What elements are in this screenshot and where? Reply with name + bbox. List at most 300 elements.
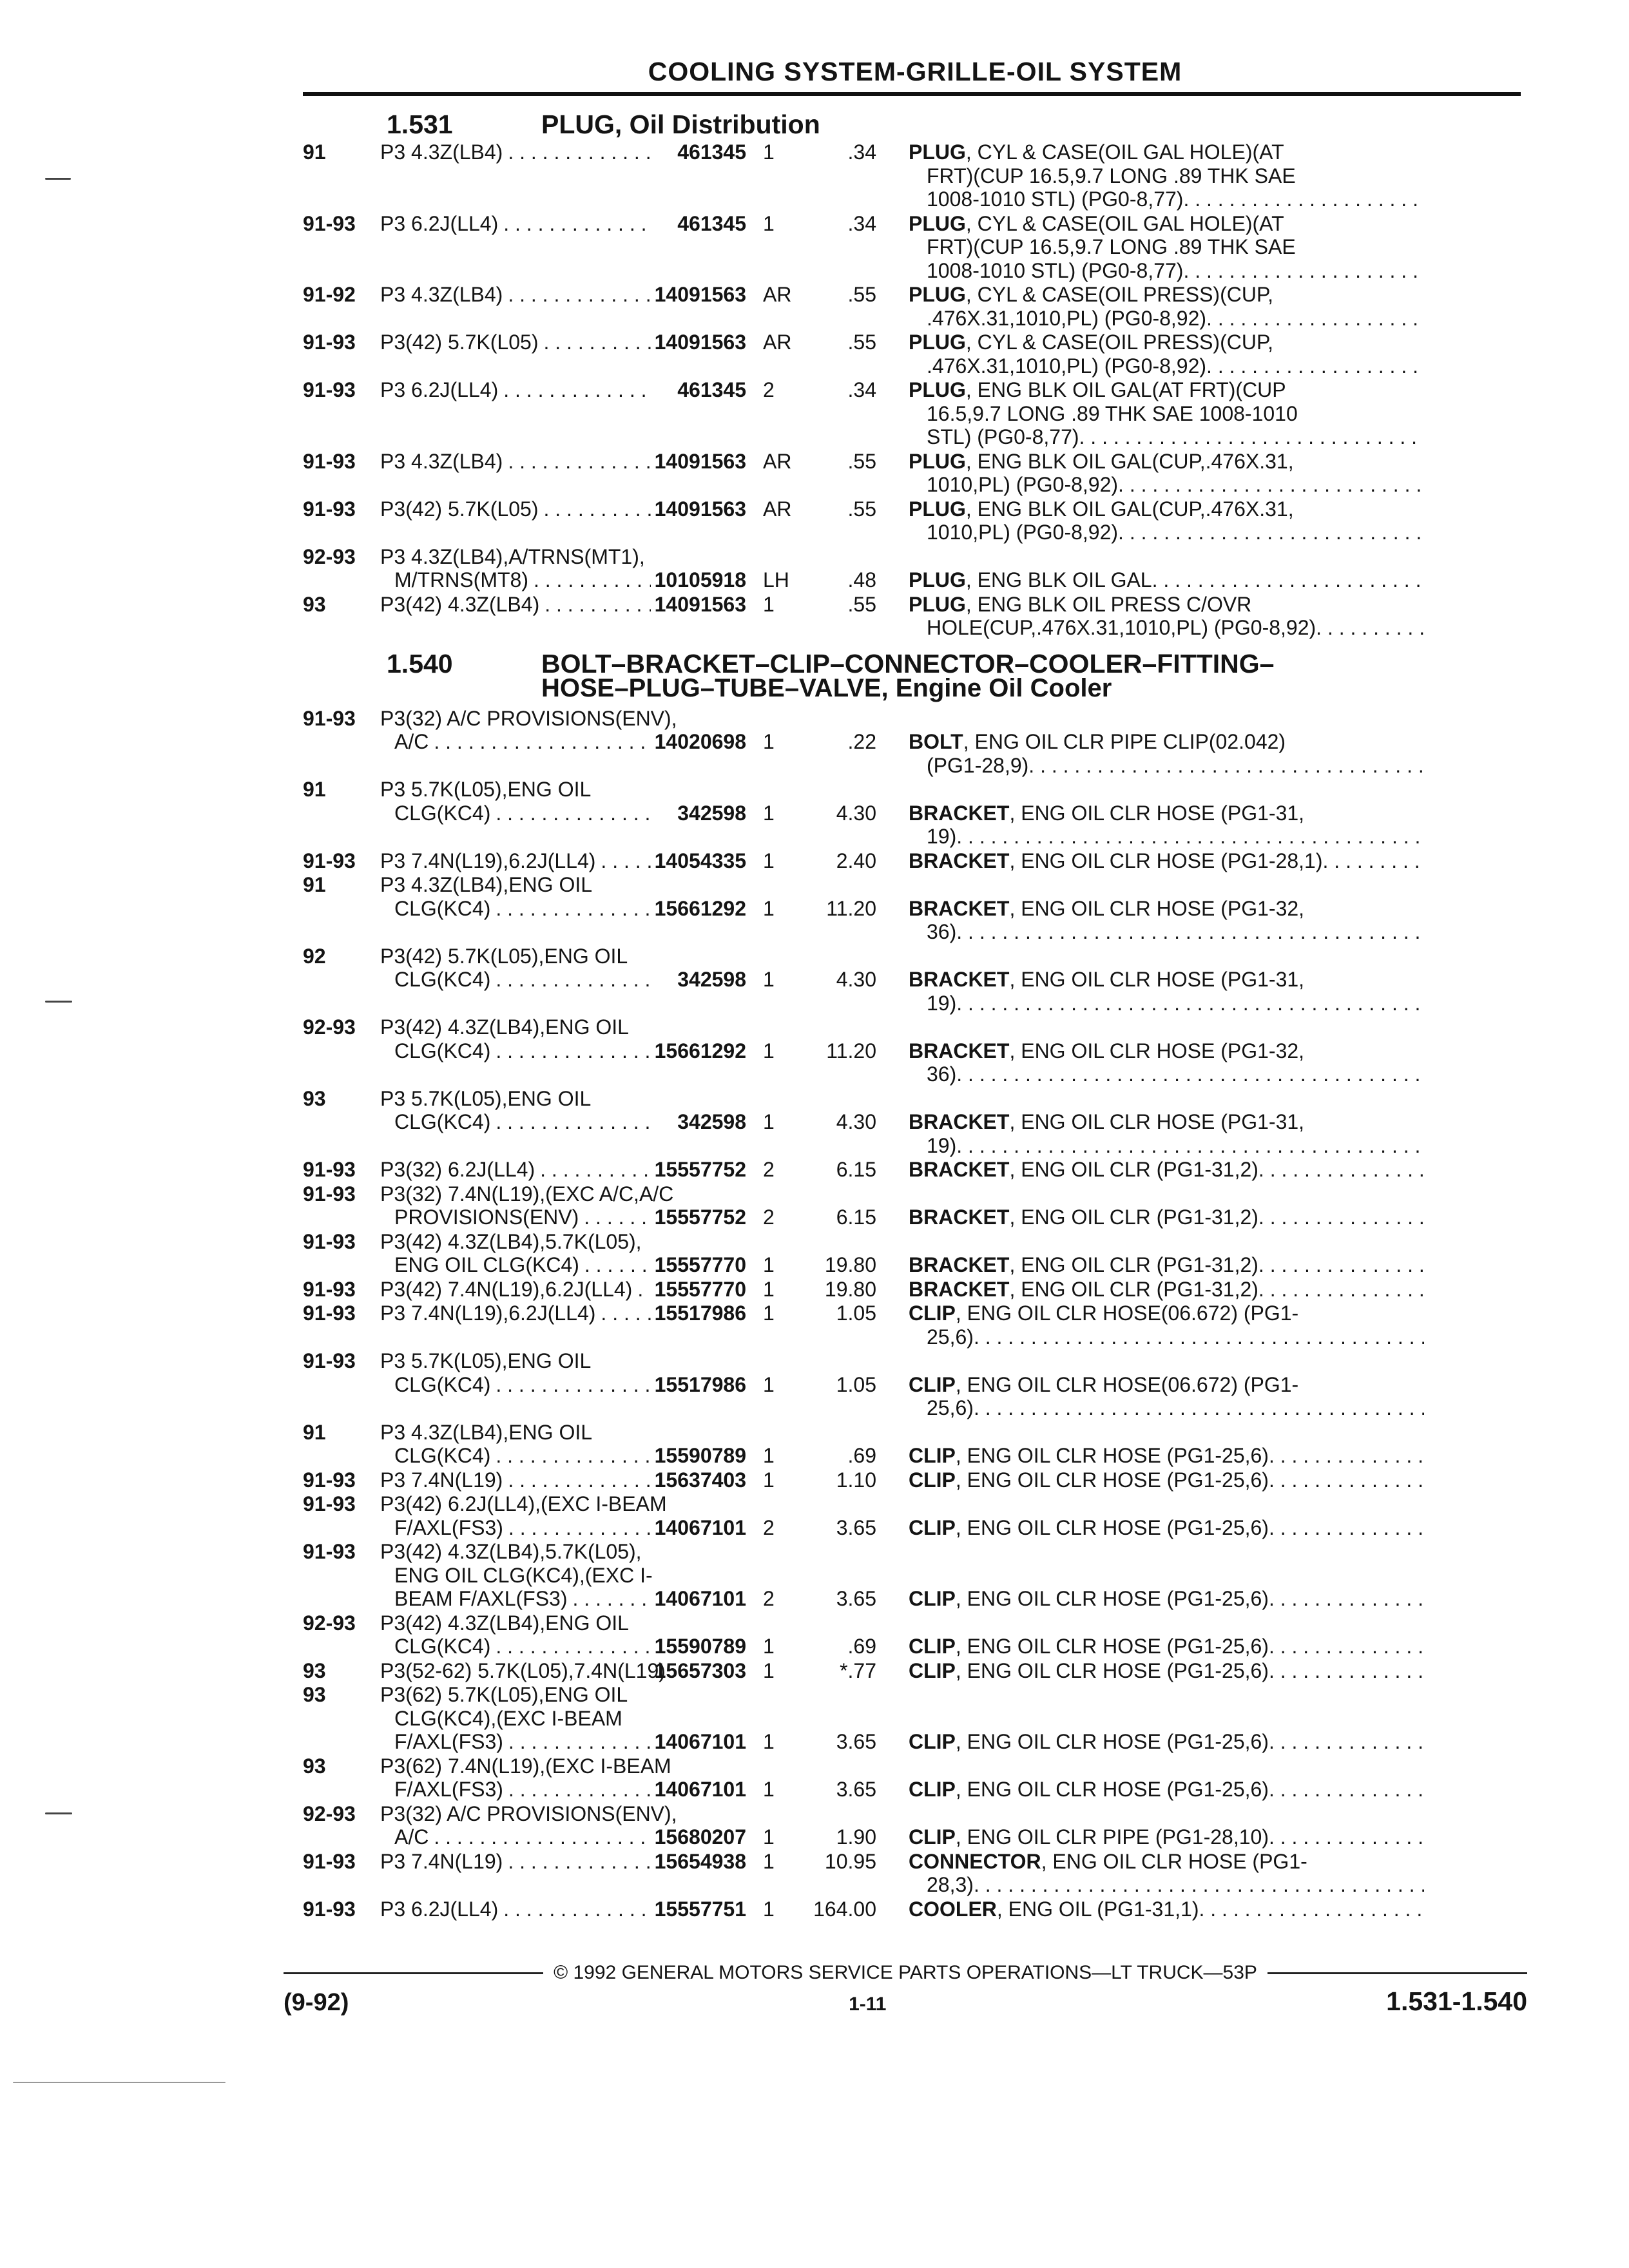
title-rule <box>303 92 1521 96</box>
description-text: CLIP, ENG OIL CLR HOSE (PG1-25,6) <box>909 1587 1269 1610</box>
parts-entry <box>303 1302 1527 1349</box>
description-text: 25,6) <box>927 1325 974 1349</box>
model-line: P3(62) 5.7K(L05),ENG OIL <box>380 1683 628 1706</box>
description-line <box>909 1825 1424 1849</box>
description-text: 19) <box>927 991 957 1015</box>
model-year: 92-93 <box>303 1015 356 1039</box>
model-line <box>380 1253 651 1277</box>
price: 4.30 <box>836 1110 876 1133</box>
description-text: CLIP, ENG OIL CLR HOSE (PG1-25,6) <box>909 1635 1269 1658</box>
model-line <box>380 1302 651 1325</box>
description-text: PLUG, ENG BLK OIL GAL(CUP,.476X.31, <box>909 449 1294 473</box>
part-number: 461345 <box>677 140 746 164</box>
parts-entry <box>303 1182 1527 1229</box>
model-text: ENG OIL CLG(KC4) <box>394 1253 579 1276</box>
price: *.77 <box>840 1658 876 1682</box>
part-number: 15557770 <box>654 1277 746 1301</box>
quantity: AR <box>763 283 792 306</box>
description-line <box>909 187 1424 211</box>
model-line: P3(42) 4.3Z(LB4),5.7K(L05), <box>380 1540 642 1563</box>
description-text: STL) (PG0-8,77) <box>927 425 1079 448</box>
footer-copyright: © 1992 GENERAL MOTORS SERVICE PARTS OPERATIONS—LT TRUCK—53P <box>554 1962 1257 1983</box>
part-description <box>909 945 1424 1015</box>
part-description <box>909 1611 1424 1658</box>
price: 11.20 <box>826 896 876 920</box>
part-keyword: PLUG <box>909 331 966 354</box>
model-line <box>380 283 651 307</box>
quantity: 1 <box>763 1110 775 1133</box>
part-number: 15557770 <box>654 1253 746 1276</box>
model-year: 93 <box>303 1683 326 1706</box>
model-text: F/AXL(FS3) <box>394 1778 503 1801</box>
parts-entry <box>303 1015 1527 1086</box>
description-line <box>909 568 1424 592</box>
part-keyword: BRACKET <box>909 801 1010 825</box>
description-line <box>909 1516 1424 1540</box>
leader-dots <box>503 1516 651 1540</box>
part-description <box>909 1302 1424 1349</box>
leader-dots <box>490 1635 651 1658</box>
part-description <box>909 1349 1424 1420</box>
description-text: 1010,PL) (PG0-8,92) <box>927 521 1119 544</box>
section-number: 1.540 <box>387 648 453 678</box>
footer-rule-right <box>1268 1972 1527 1974</box>
part-number: 14067101 <box>654 1730 746 1753</box>
description-line <box>909 497 1424 521</box>
parts-entry <box>303 1468 1527 1492</box>
description-text: 36) <box>927 1062 957 1086</box>
model-line <box>380 1516 651 1540</box>
description-text: BRACKET, ENG OIL CLR (PG1-31,2) <box>909 1253 1258 1276</box>
model-application <box>380 283 651 330</box>
price: .55 <box>847 331 876 354</box>
model-line <box>380 1039 651 1063</box>
model-year: 91 <box>303 140 326 164</box>
model-text: CLG(KC4) <box>394 1635 491 1658</box>
description-text: (PG1-28,9) <box>927 753 1029 777</box>
part-number: 14091563 <box>654 449 746 473</box>
leader-dots <box>1118 521 1424 544</box>
quantity: 1 <box>763 849 775 872</box>
model-application <box>380 450 651 497</box>
leader-dots <box>974 1873 1424 1897</box>
leader-dots <box>490 1373 651 1397</box>
model-line <box>380 1444 651 1468</box>
model-year: 91-93 <box>303 1468 356 1492</box>
model-year: 91-93 <box>303 706 356 730</box>
parts-entry <box>303 212 1527 283</box>
quantity: 1 <box>763 1635 775 1658</box>
part-description <box>909 331 1424 378</box>
model-application <box>380 1683 651 1754</box>
model-application <box>380 1158 651 1182</box>
part-description <box>909 778 1424 849</box>
parts-entry <box>303 497 1527 544</box>
model-application <box>380 1802 677 1849</box>
description-line <box>909 897 1424 921</box>
part-number: 15590789 <box>654 1444 746 1467</box>
model-text: P3 4.3Z(LB4) <box>380 449 503 473</box>
part-number: 15657303 <box>654 1658 746 1682</box>
description-text: CONNECTOR, ENG OIL CLR HOSE (PG1- <box>909 1849 1307 1873</box>
price: .55 <box>847 592 876 616</box>
leader-dots <box>538 331 651 354</box>
description-line <box>909 402 1424 426</box>
leader-dots <box>1269 1730 1424 1754</box>
part-number: 14091563 <box>654 283 746 306</box>
part-description <box>909 378 1424 449</box>
part-description <box>909 849 1424 873</box>
model-line <box>380 1778 651 1802</box>
part-description <box>909 1278 1424 1302</box>
leader-dots <box>956 1062 1424 1086</box>
quantity: 1 <box>763 1658 775 1682</box>
parts-entry <box>303 1421 1527 1468</box>
leader-dots <box>498 378 651 402</box>
model-line: P3(42) 6.2J(LL4),(EXC I-BEAM <box>380 1492 667 1515</box>
parts-entry <box>303 1683 1527 1754</box>
description-text: BRACKET, ENG OIL CLR (PG1-31,2) <box>909 1206 1258 1229</box>
model-year: 92-93 <box>303 544 356 568</box>
leader-dots <box>1269 1778 1424 1802</box>
leader-dots <box>1206 307 1424 331</box>
price: 164.00 <box>813 1897 876 1921</box>
description-line <box>909 1587 1424 1611</box>
model-line <box>380 1206 651 1229</box>
description-line <box>909 730 1424 754</box>
leader-dots <box>490 1110 651 1134</box>
leader-dots <box>503 283 651 307</box>
section-title-line: PLUG, Oil Distribution <box>541 110 820 139</box>
description-text: CLIP, ENG OIL CLR HOSE (PG1-25,6) <box>909 1778 1269 1801</box>
description-line <box>909 1278 1424 1302</box>
part-keyword: CLIP <box>909 1778 956 1801</box>
leader-dots <box>1323 849 1425 873</box>
description-text: CLIP, ENG OIL CLR HOSE (PG1-25,6) <box>909 1468 1269 1492</box>
quantity: 1 <box>763 1277 775 1301</box>
leader-dots <box>1079 425 1424 449</box>
part-number: 14067101 <box>654 1587 746 1610</box>
description-text: PLUG, CYL & CASE(OIL PRESS)(CUP, <box>909 331 1274 354</box>
price: 4.30 <box>836 801 876 825</box>
model-year: 93 <box>303 1754 326 1778</box>
section-header <box>303 112 1527 137</box>
quantity: 1 <box>763 1778 775 1801</box>
model-text: P3 4.3Z(LB4) <box>380 283 503 306</box>
quantity: 1 <box>763 140 775 164</box>
part-keyword: BRACKET <box>909 1158 1010 1181</box>
part-description <box>909 593 1424 640</box>
part-number: 15590789 <box>654 1635 746 1658</box>
price: 1.90 <box>836 1825 876 1849</box>
price: .34 <box>847 378 876 401</box>
model-year: 91-93 <box>303 497 356 521</box>
model-year: 91-93 <box>303 1849 356 1873</box>
model-application <box>380 1349 651 1420</box>
model-application <box>380 945 651 1015</box>
description-line <box>909 1373 1424 1397</box>
scan-mark <box>45 1001 72 1003</box>
model-application <box>380 140 651 211</box>
model-line <box>380 1658 666 1683</box>
description-text: FRT)(CUP 16.5,9.7 LONG .89 THK SAE <box>927 235 1296 258</box>
description-text: 1008-1010 STL) (PG0-8,77) <box>927 187 1184 211</box>
leader-dots <box>974 1396 1424 1420</box>
part-keyword: PLUG <box>909 497 966 521</box>
description-line <box>909 920 1424 944</box>
description-text: CLIP, ENG OIL CLR HOSE (PG1-25,6) <box>909 1658 1269 1682</box>
description-text: PLUG, CYL & CASE(OIL PRESS)(CUP, <box>909 283 1274 306</box>
part-description <box>909 1683 1424 1754</box>
model-text: P3 6.2J(LL4) <box>380 211 499 235</box>
price: 1.05 <box>836 1372 876 1396</box>
price: 1.05 <box>836 1302 876 1325</box>
parts-entry <box>303 1540 1527 1611</box>
model-line <box>380 1587 651 1611</box>
leader-dots <box>503 1730 651 1754</box>
leader-dots <box>1183 187 1424 211</box>
model-line <box>380 1635 651 1658</box>
parts-entry <box>303 1492 1527 1539</box>
part-description <box>909 497 1424 544</box>
part-keyword: CLIP <box>909 1372 956 1396</box>
parts-entry <box>303 1754 1527 1802</box>
part-number: 14091563 <box>654 592 746 616</box>
parts-entry <box>303 545 1527 592</box>
model-application <box>380 1302 651 1349</box>
price: 6.15 <box>836 1206 876 1229</box>
model-line <box>380 1158 651 1182</box>
description-text: PLUG, CYL & CASE(OIL GAL HOLE)(AT <box>909 211 1284 235</box>
model-line <box>380 1373 651 1397</box>
leader-dots <box>956 920 1424 944</box>
model-year: 91-93 <box>303 1349 356 1372</box>
description-line <box>909 1110 1424 1134</box>
part-keyword: CLIP <box>909 1635 956 1658</box>
leader-dots <box>490 968 651 992</box>
model-text: P3 7.4N(L19) <box>380 1468 503 1492</box>
part-number: 15557752 <box>654 1158 746 1181</box>
description-text: BRACKET, ENG OIL CLR HOSE (PG1-31, <box>909 801 1305 825</box>
description-text: 36) <box>927 920 957 943</box>
model-text: P3 6.2J(LL4) <box>380 1897 499 1921</box>
leader-dots <box>956 992 1424 1015</box>
model-year: 92-93 <box>303 1802 356 1825</box>
page-title: COOLING SYSTEM-GRILLE-OIL SYSTEM <box>648 57 1182 86</box>
price: 10.95 <box>824 1849 876 1873</box>
description-text: PLUG, ENG BLK OIL GAL <box>909 568 1152 591</box>
parts-entry <box>303 778 1527 849</box>
price: .22 <box>847 730 876 753</box>
description-text: CLIP, ENG OIL CLR HOSE (PG1-25,6) <box>909 1730 1269 1753</box>
quantity: LH <box>763 568 789 591</box>
leader-dots <box>974 1325 1424 1349</box>
part-number: 14091563 <box>654 331 746 354</box>
description-line <box>909 425 1424 449</box>
quantity: 1 <box>763 1372 775 1396</box>
part-number: 10105918 <box>654 568 746 591</box>
leader-dots <box>1206 354 1424 378</box>
part-description <box>909 1659 1424 1683</box>
price: 1.10 <box>836 1468 876 1492</box>
description-line <box>909 1635 1424 1658</box>
model-application <box>380 1015 651 1086</box>
part-keyword: CLIP <box>909 1658 956 1682</box>
part-number: 342598 <box>677 801 746 825</box>
parts-entry <box>303 1230 1527 1277</box>
model-line: P3(42) 4.3Z(LB4),ENG OIL <box>380 1611 629 1635</box>
model-line: P3 4.3Z(LB4),A/TRNS(MT1), <box>380 544 645 568</box>
model-line <box>380 140 651 164</box>
model-application <box>380 331 651 378</box>
model-text: BEAM F/AXL(FS3) <box>394 1587 568 1610</box>
description-line <box>909 593 1424 617</box>
quantity: 1 <box>763 1039 775 1062</box>
model-text: P3(42) 5.7K(L05) <box>380 497 539 521</box>
price: 3.65 <box>836 1515 876 1539</box>
leader-dots <box>1258 1158 1424 1182</box>
model-text: PROVISIONS(ENV) <box>394 1206 579 1229</box>
model-line <box>380 897 651 921</box>
quantity: 1 <box>763 1897 775 1921</box>
parts-entry <box>303 331 1527 378</box>
part-number: 14067101 <box>654 1515 746 1539</box>
model-text: CLG(KC4) <box>394 1444 491 1467</box>
model-application <box>380 212 651 283</box>
quantity: 2 <box>763 1515 775 1539</box>
part-keyword: PLUG <box>909 449 966 473</box>
description-text: 28,3) <box>927 1873 974 1896</box>
part-description <box>909 1754 1424 1802</box>
part-description <box>909 707 1424 778</box>
description-line <box>909 1158 1424 1182</box>
model-line: P3 4.3Z(LB4),ENG OIL <box>380 1420 593 1444</box>
quantity: 2 <box>763 1158 775 1181</box>
parts-entry <box>303 593 1527 640</box>
model-line <box>380 1110 651 1134</box>
leader-dots <box>1258 1278 1424 1302</box>
part-keyword: BRACKET <box>909 896 1010 920</box>
description-line <box>909 1468 1424 1492</box>
description-line <box>909 140 1424 164</box>
model-text: P3 7.4N(L19) <box>380 1849 503 1873</box>
model-text: P3 7.4N(L19),6.2J(LL4) <box>380 1302 596 1325</box>
leader-dots <box>579 1253 651 1277</box>
price: 3.65 <box>836 1730 876 1753</box>
part-description <box>909 1468 1424 1492</box>
description-text: HOLE(CUP,.476X.31,1010,PL) (PG0-8,92) <box>927 616 1316 639</box>
leader-dots <box>503 1850 651 1874</box>
model-text: CLG(KC4) <box>394 1039 491 1062</box>
quantity: 1 <box>763 1253 775 1276</box>
leader-dots <box>1152 568 1424 592</box>
price: 6.15 <box>836 1158 876 1181</box>
description-line <box>909 521 1424 544</box>
model-application <box>380 593 651 640</box>
description-text: BRACKET, ENG OIL CLR HOSE (PG1-31, <box>909 968 1305 991</box>
part-number: 15557751 <box>654 1897 746 1921</box>
description-text: BOLT, ENG OIL CLR PIPE CLIP(02.042) <box>909 730 1286 753</box>
description-text: CLIP, ENG OIL CLR HOSE (PG1-25,6) <box>909 1444 1269 1467</box>
model-line <box>380 1468 651 1492</box>
model-year: 91-93 <box>303 1158 356 1181</box>
price: .34 <box>847 211 876 235</box>
model-year: 91 <box>303 778 326 801</box>
model-year: 93 <box>303 592 326 616</box>
part-keyword: BRACKET <box>909 1277 1010 1301</box>
model-line: P3 5.7K(L05),ENG OIL <box>380 778 592 801</box>
description-line <box>909 1730 1424 1754</box>
description-text: PLUG, CYL & CASE(OIL GAL HOLE)(AT <box>909 140 1284 164</box>
model-application <box>380 545 651 592</box>
part-description <box>909 1850 1424 1897</box>
model-application <box>380 706 677 778</box>
part-number: 14091563 <box>654 497 746 521</box>
model-text: A/C <box>394 1825 429 1849</box>
scan-mark <box>13 2082 226 2083</box>
part-number: 14054335 <box>654 849 746 872</box>
model-text: P3(32) 6.2J(LL4) <box>380 1158 535 1181</box>
model-line <box>380 568 651 592</box>
description-text: 1008-1010 STL) (PG0-8,77) <box>927 258 1184 282</box>
model-line <box>380 1850 651 1874</box>
model-application <box>380 873 651 944</box>
price: .34 <box>847 140 876 164</box>
parts-listing <box>303 103 1527 1921</box>
leader-dots <box>1258 1253 1424 1277</box>
description-line <box>909 354 1424 378</box>
price: .69 <box>847 1635 876 1658</box>
model-line <box>380 1278 651 1302</box>
model-text: CLG(KC4) <box>394 801 491 825</box>
model-line: P3 4.3Z(LB4),ENG OIL <box>380 873 593 896</box>
model-year: 91-93 <box>303 331 356 354</box>
description-line <box>909 164 1424 188</box>
section-title-line: HOSE–PLUG–TUBE–VALVE, Engine Oil Cooler <box>541 673 1112 702</box>
price: .69 <box>847 1444 876 1467</box>
leader-dots <box>956 825 1424 849</box>
part-keyword: CLIP <box>909 1825 956 1849</box>
model-text: P3 4.3Z(LB4) <box>380 140 503 164</box>
parts-entry <box>303 1087 1527 1158</box>
leader-dots <box>490 1444 651 1468</box>
description-text: .476X.31,1010,PL) (PG0-8,92) <box>927 306 1207 330</box>
part-keyword: CLIP <box>909 1444 956 1467</box>
part-number: 461345 <box>677 211 746 235</box>
description-text: BRACKET, ENG OIL CLR HOSE (PG1-31, <box>909 1110 1305 1133</box>
part-number: 15654938 <box>654 1849 746 1873</box>
model-year: 91-93 <box>303 1492 356 1515</box>
price: .55 <box>847 449 876 473</box>
description-line <box>909 754 1424 778</box>
leader-dots <box>1183 259 1424 283</box>
part-number: 14020698 <box>654 730 746 753</box>
model-line <box>380 593 651 617</box>
model-text: P3(42) 7.4N(L19),6.2J(LL4) <box>380 1277 633 1301</box>
model-line <box>380 1825 651 1849</box>
description-text: BRACKET, ENG OIL CLR HOSE (PG1-28,1) <box>909 849 1323 872</box>
model-application <box>380 1230 651 1277</box>
leader-dots <box>490 897 651 921</box>
leader-dots <box>503 450 651 474</box>
leader-dots <box>1269 1635 1424 1658</box>
part-description <box>909 873 1424 944</box>
parts-entry <box>303 1349 1527 1420</box>
part-keyword: PLUG <box>909 568 966 591</box>
model-application <box>380 378 651 449</box>
part-keyword: BRACKET <box>909 1110 1010 1133</box>
leader-dots <box>503 1778 651 1802</box>
